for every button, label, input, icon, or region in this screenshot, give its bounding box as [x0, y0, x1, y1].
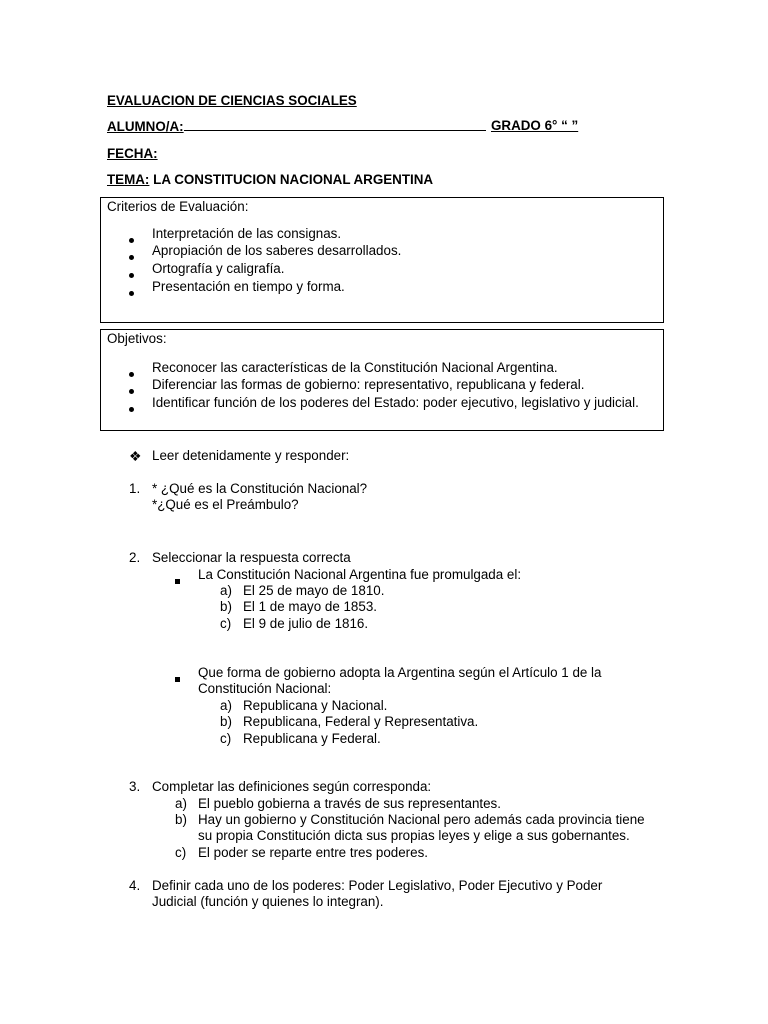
q4-number: 4.	[129, 878, 141, 893]
option-letter: b)	[220, 714, 232, 729]
criterio-item: Ortografía y caligrafía.	[152, 261, 285, 276]
option-letter: c)	[220, 731, 232, 746]
option-text: El 9 de julio de 1816.	[243, 616, 369, 631]
bullet-icon	[129, 365, 134, 380]
option-text: Republicana, Federal y Representativa.	[243, 714, 479, 729]
q1-line2: *¿Qué es el Preámbulo?	[152, 497, 299, 512]
option-text-cont: su propia Constitución dicta sus propias leyes y elige a sus gobernantes.	[198, 828, 630, 843]
q2-sub2-line2: Constitución Nacional:	[198, 681, 332, 696]
option-letter: c)	[175, 845, 187, 860]
criterio-item: Apropiación de los saberes desarrollados.	[152, 243, 402, 258]
objetivo-item: Identificar función de los poderes del Estado: poder ejecutivo, legislativo y judicial.	[152, 395, 639, 410]
option-text: El pueblo gobierna a través de sus representantes.	[198, 796, 501, 811]
objetivo-item: Reconocer las características de la Constitución Nacional Argentina.	[152, 360, 558, 375]
criterio-item: Presentación en tiempo y forma.	[152, 279, 345, 294]
option-text: Republicana y Nacional.	[243, 698, 388, 713]
option-letter: b)	[220, 599, 232, 614]
diamond-bullet-icon: ❖	[129, 448, 142, 464]
criterios-box	[100, 197, 664, 323]
bullet-icon	[129, 284, 134, 299]
bullet-icon	[129, 266, 134, 281]
alumno-blank-line	[184, 118, 486, 131]
grado-label: GRADO 6° “ ”	[491, 118, 579, 133]
option-text: Hay un gobierno y Constitución Nacional pero además cada provincia tiene	[198, 812, 645, 827]
q4-line2: Judicial (función y quienes lo integran).	[152, 894, 384, 909]
option-text: El 1 de mayo de 1853.	[243, 599, 377, 614]
square-bullet-icon	[175, 572, 180, 587]
bullet-icon	[129, 400, 134, 415]
option-text: El poder se reparte entre tres poderes.	[198, 845, 429, 860]
q4-line1: Definir cada uno de los poderes: Poder Legislativo, Poder Ejecutivo y Poder	[152, 878, 603, 893]
objetivos-title: Objetivos:	[107, 331, 167, 346]
option-text: Republicana y Federal.	[243, 731, 381, 746]
option-letter: a)	[175, 796, 187, 811]
tema-label: TEMA:	[107, 172, 150, 187]
exam-title: EVALUACION DE CIENCIAS SOCIALES	[107, 93, 357, 108]
tema-row	[107, 172, 433, 188]
alumno-label: ALUMNO/A:	[107, 119, 184, 134]
option-letter: a)	[220, 583, 232, 598]
alumno-row	[107, 118, 486, 135]
q2-sub1-text: La Constitución Nacional Argentina fue promulgada el:	[198, 567, 522, 582]
bullet-icon	[129, 231, 134, 246]
option-letter: a)	[220, 698, 232, 713]
q1-number: 1.	[129, 481, 141, 496]
criterios-title: Criterios de Evaluación:	[107, 199, 249, 214]
tema-value: LA CONSTITUCION NACIONAL ARGENTINA	[153, 172, 434, 187]
option-letter: c)	[220, 616, 232, 631]
q3-number: 3.	[129, 779, 141, 794]
q1-line1: * ¿Qué es la Constitución Nacional?	[152, 481, 368, 496]
objetivo-item: Diferenciar las formas de gobierno: representativo, republicana y federal.	[152, 377, 585, 392]
criterio-item: Interpretación de las consignas.	[152, 226, 342, 241]
square-bullet-icon	[175, 670, 180, 685]
instruction-text: Leer detenidamente y responder:	[152, 448, 350, 463]
option-text: El 25 de mayo de 1810.	[243, 583, 385, 598]
q2-text: Seleccionar la respuesta correcta	[152, 550, 351, 565]
q2-number: 2.	[129, 550, 141, 565]
q3-text: Completar las definiciones según corresponda:	[152, 779, 432, 794]
option-letter: b)	[175, 812, 187, 827]
q2-sub2-line1: Que forma de gobierno adopta la Argentina según el Artículo 1 de la	[198, 665, 602, 680]
fecha-label: FECHA:	[107, 146, 158, 161]
bullet-icon	[129, 248, 134, 263]
bullet-icon	[129, 382, 134, 397]
